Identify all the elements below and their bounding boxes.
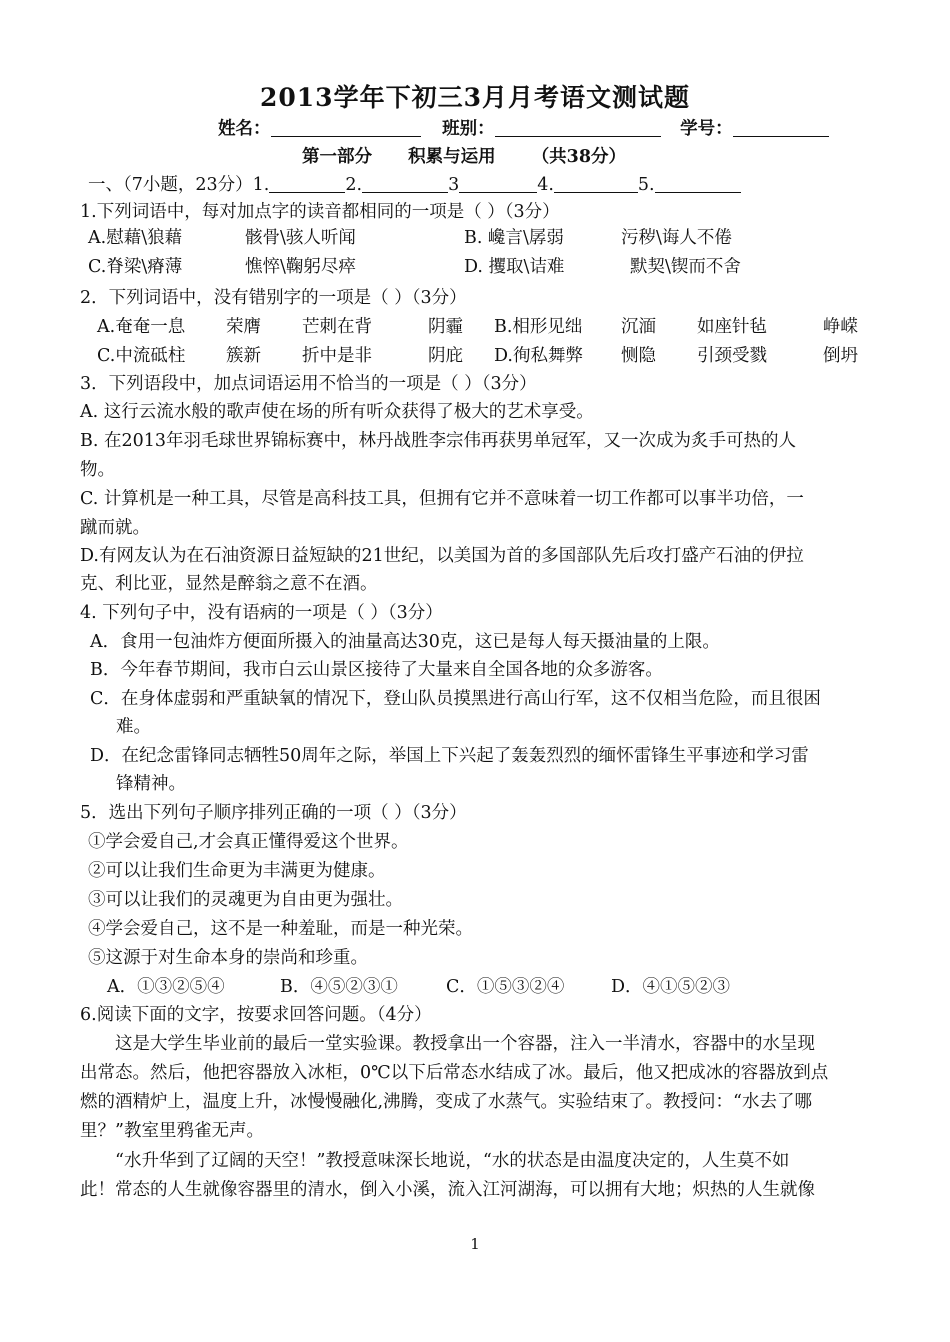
q2-item: A.奄奄一息 bbox=[97, 317, 186, 337]
q2-item: 阴霾 bbox=[428, 317, 463, 337]
q2-item: 芒刺在背 bbox=[302, 317, 372, 337]
q5-stem: 5．选出下列句子顺序排列正确的一项（ ）（3分） bbox=[80, 803, 467, 823]
class-label: 班别： bbox=[442, 119, 495, 139]
q2-item: B.相形见绌 bbox=[494, 317, 583, 337]
q1-option-c-pair2: 憔悴\鞠躬尽瘁 bbox=[245, 257, 356, 277]
q6-stem: 6.阅读下面的文字，按要求回答问题。（4分） bbox=[80, 1005, 432, 1025]
q5-option-d: D．④①⑤②③ bbox=[611, 977, 731, 997]
q3-stem: 3．下列语段中，加点词语运用不恰当的一项是（ ）（3分） bbox=[80, 374, 537, 394]
q3-option-d: D.有网友认为在石油资源日益短缺的21世纪，以美国为首的多国部队先后攻打盛产石油的伊拉 bbox=[80, 546, 804, 566]
q4-option-c-cont: 难。 bbox=[116, 717, 151, 737]
class-blank[interactable] bbox=[495, 118, 661, 137]
section-heading: 一、（7小题，23分） bbox=[88, 175, 253, 195]
blank-label-5: 5. bbox=[637, 175, 655, 195]
reading-paragraph-1 bbox=[80, 1030, 875, 1146]
paragraph-line: 此！常态的人生就像容器里的清水，倒入小溪，流入江河湖海，可以拥有大地；炽热的人生就像 bbox=[80, 1180, 815, 1200]
student-id-label: 学号： bbox=[680, 119, 733, 139]
answer-blanks-row bbox=[88, 173, 741, 197]
q1-option-b: B. 巉言\孱弱 bbox=[464, 228, 564, 248]
student-info-row bbox=[218, 117, 829, 141]
q5-sentence-1: ①学会爱自己,才会真正懂得爱这个世界。 bbox=[88, 832, 409, 852]
q3-option-c: C. 计算机是一种工具，尽管是高科技工具，但拥有它并不意味着一切工作都可以事半功倍，一 bbox=[80, 489, 804, 509]
q1-option-c: C.脊梁\瘠薄 bbox=[88, 257, 183, 277]
q2-item: 簇新 bbox=[226, 346, 261, 366]
q1-option-a-pair2: 骸骨\骇人听闻 bbox=[245, 228, 356, 248]
reading-paragraph-2 bbox=[80, 1147, 875, 1205]
paragraph-line: 里？”教室里鸦雀无声。 bbox=[80, 1121, 264, 1141]
blank-label-2: 2. bbox=[345, 175, 363, 195]
q5-option-b: B．④⑤②③① bbox=[280, 977, 398, 997]
q2-item: 峥嵘 bbox=[823, 317, 858, 337]
part-heading bbox=[302, 145, 626, 169]
q4-option-d: D．在纪念雷锋同志牺牲50周年之际，举国上下兴起了轰轰烈烈的缅怀雷锋生平事迹和学习雷 bbox=[90, 746, 809, 766]
q2-item: 沉湎 bbox=[621, 317, 656, 337]
blank-label-1: 1. bbox=[252, 175, 270, 195]
page-number: 1 bbox=[470, 1235, 480, 1253]
name-label: 姓名： bbox=[218, 119, 271, 139]
part-score: （共38分） bbox=[531, 147, 627, 167]
q5-sentence-4: ④学会爱自己，这不是一种羞耻，而是一种光荣。 bbox=[88, 919, 473, 939]
q2-item: 恻隐 bbox=[621, 346, 656, 366]
paragraph-line: 出常态。然后，他把容器放入冰柜，0℃以下后常态水结成了冰。最后，他又把成冰的容器放到点 bbox=[80, 1063, 829, 1083]
paragraph-line: “水升华到了辽阔的天空！”教授意味深长地说，“水的状态是由温度决定的，人生莫不如 bbox=[80, 1151, 790, 1171]
q1-option-a: A.慰藉\狼藉 bbox=[88, 228, 183, 248]
paragraph-line: 这是大学生毕业前的最后一堂实验课。教授拿出一个容器，注入一半清水，容器中的水呈现 bbox=[80, 1034, 815, 1054]
q4-stem: 4. 下列句子中，没有语病的一项是（ ）（3分） bbox=[80, 603, 443, 623]
q5-sentence-5: ⑤这源于对生命本身的崇尚和珍重。 bbox=[88, 948, 368, 968]
paragraph-line: 燃的酒精炉上，温度上升，冰慢慢融化,沸腾，变成了水蒸气。实验结束了。教授问：“水去了哪 bbox=[80, 1092, 813, 1112]
q3-option-d-cont: 克、利比亚，显然是醉翁之意不在酒。 bbox=[80, 574, 378, 594]
q2-item: 如座针毡 bbox=[697, 317, 767, 337]
q2-item: 荣膺 bbox=[226, 317, 261, 337]
q2-item: 倒坍 bbox=[823, 346, 858, 366]
exam-title: 2013学年下初三3月月考语文测试题 bbox=[260, 83, 690, 112]
q5-option-a: A．①③②⑤④ bbox=[107, 977, 225, 997]
q3-option-b-cont: 物。 bbox=[80, 460, 115, 480]
q5-sentence-2: ②可以让我们生命更为丰满更为健康。 bbox=[88, 861, 386, 881]
answer-blank-5[interactable] bbox=[655, 174, 741, 193]
blank-label-3: 3 bbox=[448, 175, 460, 195]
student-id-blank[interactable] bbox=[733, 118, 829, 137]
answer-blank-2[interactable] bbox=[362, 174, 448, 193]
q3-option-a: A. 这行云流水般的歌声使在场的所有听众获得了极大的艺术享受。 bbox=[80, 402, 594, 422]
q4-option-c: C．在身体虚弱和严重缺氧的情况下，登山队员摸黑进行高山行军，这不仅相当危险，而且很困 bbox=[90, 689, 821, 709]
q5-sentence-3: ③可以让我们的灵魂更为自由更为强壮。 bbox=[88, 890, 403, 910]
part-name: 积累与运用 bbox=[408, 147, 496, 167]
q1-stem: 1.下列词语中，每对加点字的读音都相同的一项是（ ）（3分） bbox=[80, 202, 560, 222]
q5-option-c: C．①⑤③②④ bbox=[446, 977, 565, 997]
q2-item: 折中是非 bbox=[302, 346, 372, 366]
part-label: 第一部分 bbox=[302, 147, 372, 167]
q2-item: D.徇私舞弊 bbox=[494, 346, 583, 366]
q2-item: C.中流砥柱 bbox=[97, 346, 186, 366]
answer-blank-4[interactable] bbox=[554, 174, 638, 193]
q3-option-b: B. 在2013年羽毛球世界锦标赛中，林丹战胜李宗伟再获男单冠军，又一次成为炙手可热的人 bbox=[80, 431, 797, 451]
answer-blank-1[interactable] bbox=[269, 174, 345, 193]
q1-option-b-pair2: 污秽\诲人不倦 bbox=[621, 228, 732, 248]
name-blank[interactable] bbox=[271, 118, 421, 137]
q1-option-d: D. 攫取\诘难 bbox=[464, 257, 565, 277]
answer-blank-3[interactable] bbox=[459, 174, 537, 193]
q1-option-d-pair2: 默契\锲而不舍 bbox=[630, 257, 741, 277]
q4-option-d-cont: 锋精神。 bbox=[116, 774, 186, 794]
q4-option-a: A．食用一包油炸方便面所摄入的油量高达30克，这已是每人每天摄油量的上限。 bbox=[90, 632, 720, 652]
q2-item: 引颈受戮 bbox=[697, 346, 767, 366]
q4-option-b: B．今年春节期间，我市白云山景区接待了大量来自全国各地的众多游客。 bbox=[90, 660, 663, 680]
q3-option-c-cont: 蹴而就。 bbox=[80, 518, 150, 538]
q2-item: 阴庇 bbox=[428, 346, 463, 366]
q2-stem: 2．下列词语中，没有错别字的一项是（ ）（3分） bbox=[80, 288, 467, 308]
blank-label-4: 4. bbox=[537, 175, 554, 195]
